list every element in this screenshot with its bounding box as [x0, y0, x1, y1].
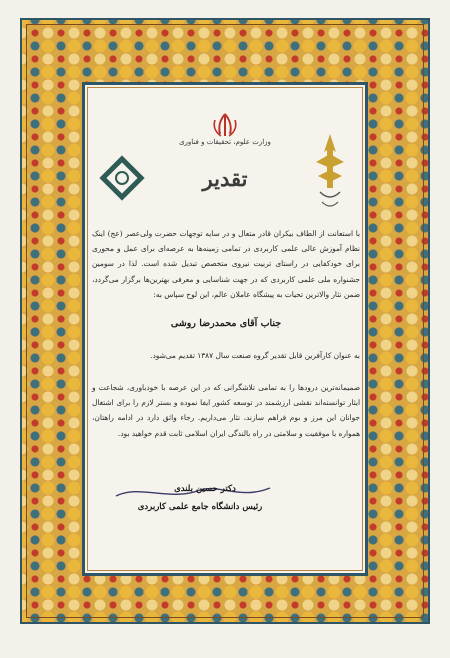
- award-statement: به عنوان کارآفرین قابل تقدیر گروه صنعت سال ۱۳۸۷ تقدیم می‌شود.: [150, 351, 360, 360]
- iran-emblem-icon: [205, 112, 245, 140]
- opening-paragraph: با استعانت از الطاف بیکران قادر متعال و در سایه توجهات حضرت ولی‌عصر (عج) اینک نظام آموزش عالی علمی کاربردی در تمامی زمینه‌ها به عرصه‌ای برای عمل و محوری برای خودکفایی در راستای تربیت نیروی متخصص تبدیل شده است. لذا در سومین جشنواره ملی علمی کاربردی که در جهت شناسایی و معرفی بهترین‌ها برگزار می‌گردد، ضمن نثار والاترین تحیات به پیشگاه عاملان عالم، این لوح سپاس به:: [92, 229, 360, 299]
- recipient-name: جناب آقای محمدرضا روشی: [170, 318, 282, 329]
- signer-title: رئیس دانشگاه جامع علمی کاربردی: [137, 502, 263, 512]
- university-logo-icon: [312, 132, 348, 216]
- closing-paragraph: صمیمانه‌ترین درودها را به تمامی تلاشگرانی که در این عرصه با خودباوری، شجاعت و ایثار توانسته‌اند نقشی ارزشمند در توسعه کشور ایفا نموده و بستر لازم را برای اشتغال جوانان این مرز و بوم فراهم سازند، نثار می‌داریم. رجاء واثق دارد در ادامه راهتان، همواره با موفقیت و سلامتی در راه بالندگی ایران اسلامی ثابت قدم خواهید بود.: [92, 383, 360, 438]
- page-title: تقدیر: [202, 166, 248, 191]
- signer-name: دکتر حسین بلندی: [174, 484, 236, 494]
- ministry-name: وزارت علوم، تحقیقات و فناوری: [179, 138, 271, 146]
- festival-logo-icon: [96, 152, 148, 204]
